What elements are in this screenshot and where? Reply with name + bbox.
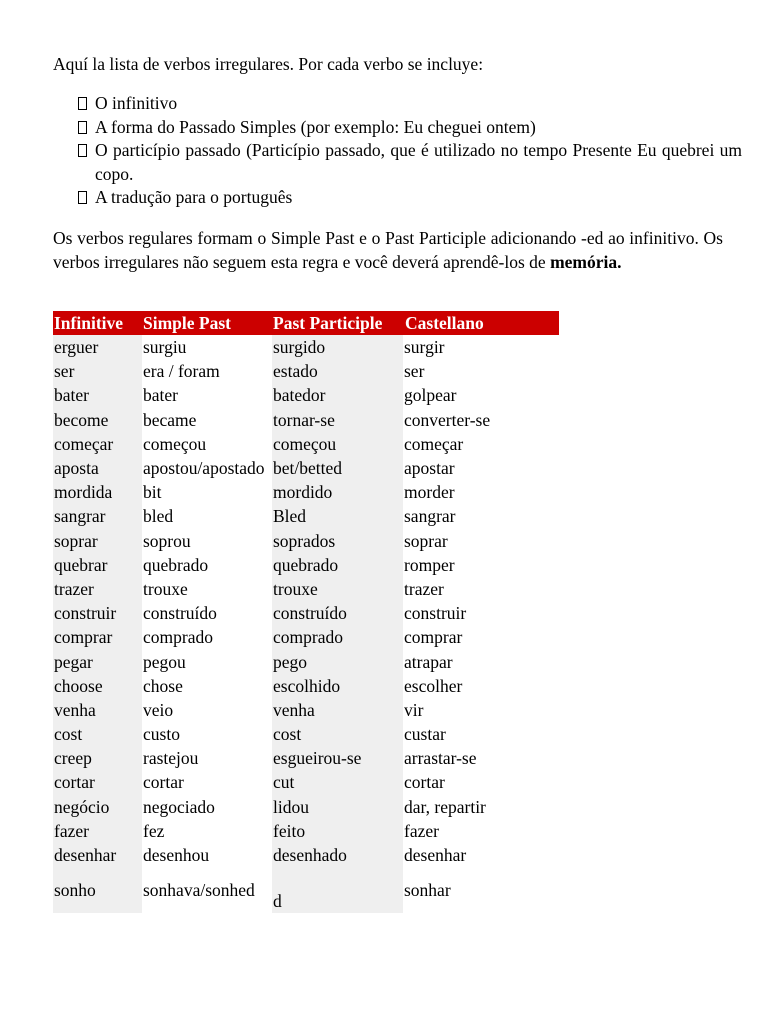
cell-past-participle: pego	[272, 649, 403, 673]
verb-table	[53, 311, 559, 913]
cell-castellano: converter-se	[403, 408, 559, 432]
cell-castellano: morder	[403, 480, 559, 504]
cell-castellano: fazer	[403, 819, 559, 843]
cell-infinitive: comprar	[53, 625, 142, 649]
cell-castellano: surgir	[403, 335, 559, 359]
cell-simple-past: chose	[142, 674, 272, 698]
table-row	[53, 674, 559, 698]
cell-past-participle: mordido	[272, 480, 403, 504]
cell-castellano: cortar	[403, 770, 559, 794]
cell-simple-past: comprado	[142, 625, 272, 649]
cell-simple-past: sonhava/sonhed	[142, 867, 272, 913]
cell-castellano: romper	[403, 553, 559, 577]
cell-infinitive: negócio	[53, 795, 142, 819]
cell-past-participle: surgido	[272, 335, 403, 359]
table-row	[53, 770, 559, 794]
bullet-text: A tradução para o português	[95, 187, 293, 207]
cell-past-participle: comprado	[272, 625, 403, 649]
table-row	[53, 529, 559, 553]
table-row	[53, 456, 559, 480]
cell-simple-past: rastejou	[142, 746, 272, 770]
cell-infinitive: cortar	[53, 770, 142, 794]
cell-simple-past: trouxe	[142, 577, 272, 601]
table-row	[53, 408, 559, 432]
cell-infinitive: construir	[53, 601, 142, 625]
cell-castellano: soprar	[403, 529, 559, 553]
cell-infinitive: soprar	[53, 529, 142, 553]
table-row	[53, 359, 559, 383]
table-row	[53, 335, 559, 359]
bullet-text: A forma do Passado Simples (por exemplo: Eu cheguei ontem)	[95, 116, 536, 137]
table-row	[53, 625, 559, 649]
cell-past-participle: batedor	[272, 383, 403, 407]
table-row	[53, 432, 559, 456]
cell-simple-past: negociado	[142, 795, 272, 819]
bullet-box-icon	[78, 144, 87, 157]
explanation-text: Os verbos regulares formam o Simple Past e o Past Participle adicionando -ed ao infinitivo. Os verbos irregulares não seguem esta regra e você deverá aprendê-los de	[53, 228, 723, 272]
cell-simple-past: surgiu	[142, 335, 272, 359]
cell-simple-past: cortar	[142, 770, 272, 794]
cell-infinitive: choose	[53, 674, 142, 698]
bullet-box-icon	[78, 191, 87, 204]
cell-infinitive: cost	[53, 722, 142, 746]
cell-castellano: escolher	[403, 674, 559, 698]
table-header-row	[53, 311, 559, 335]
table-row	[53, 746, 559, 770]
cell-past-participle: começou	[272, 432, 403, 456]
cell-simple-past: bater	[142, 383, 272, 407]
cell-past-participle: Bled	[272, 504, 403, 528]
cell-infinitive: pegar	[53, 649, 142, 673]
cell-infinitive: fazer	[53, 819, 142, 843]
bullet-box-icon	[78, 97, 87, 110]
table-row	[53, 577, 559, 601]
cell-castellano: apostar	[403, 456, 559, 480]
cell-castellano: arrastar-se	[403, 746, 559, 770]
cell-infinitive: desenhar	[53, 843, 142, 867]
cell-infinitive: venha	[53, 698, 142, 722]
cell-infinitive: sangrar	[53, 504, 142, 528]
cell-infinitive: aposta	[53, 456, 142, 480]
bullet-item	[78, 92, 742, 116]
cell-simple-past: bled	[142, 504, 272, 528]
cell-simple-past: custo	[142, 722, 272, 746]
cell-past-participle: estado	[272, 359, 403, 383]
bullet-list	[78, 92, 742, 210]
cell-past-participle: desenhado	[272, 843, 403, 867]
cell-simple-past: became	[142, 408, 272, 432]
cell-infinitive: quebrar	[53, 553, 142, 577]
cell-castellano: sangrar	[403, 504, 559, 528]
header-castellano: Castellano	[403, 311, 559, 335]
cell-past-participle: quebrado	[272, 553, 403, 577]
cell-simple-past: desenhou	[142, 843, 272, 867]
cell-past-participle: venha	[272, 698, 403, 722]
bullet-item	[78, 186, 742, 210]
cell-infinitive: bater	[53, 383, 142, 407]
bullet-text: O particípio passado (Particípio passado, que é utilizado no tempo Presente Eu quebrei um copo.	[95, 140, 742, 184]
cell-simple-past: apostou/apostado	[142, 456, 272, 480]
bullet-text: O infinitivo	[95, 93, 178, 113]
cell-past-participle: lidou	[272, 795, 403, 819]
explanation-bold: memória.	[550, 252, 622, 272]
cell-past-participle: feito	[272, 819, 403, 843]
cell-infinitive: começar	[53, 432, 142, 456]
cell-infinitive: erguer	[53, 335, 142, 359]
cell-castellano: vir	[403, 698, 559, 722]
cell-infinitive: sonho	[53, 867, 142, 913]
explanation-paragraph	[53, 226, 723, 274]
intro-text: Aquí la lista de verbos irregulares. Por cada verbo se incluye:	[53, 54, 484, 74]
table-row	[53, 867, 559, 913]
cell-simple-past: quebrado	[142, 553, 272, 577]
cell-infinitive: ser	[53, 359, 142, 383]
cell-past-participle: escolhido	[272, 674, 403, 698]
cell-past-participle: construído	[272, 601, 403, 625]
cell-simple-past: veio	[142, 698, 272, 722]
cell-infinitive: mordida	[53, 480, 142, 504]
cell-castellano: golpear	[403, 383, 559, 407]
cell-infinitive: creep	[53, 746, 142, 770]
cell-castellano: trazer	[403, 577, 559, 601]
cell-simple-past: era / foram	[142, 359, 272, 383]
table-row	[53, 480, 559, 504]
table-row	[53, 504, 559, 528]
cell-simple-past: bit	[142, 480, 272, 504]
cell-past-participle: cost	[272, 722, 403, 746]
table-body	[53, 335, 559, 913]
header-simple-past: Simple Past	[142, 311, 272, 335]
cell-infinitive: become	[53, 408, 142, 432]
cell-past-participle: d	[272, 867, 403, 913]
cell-past-participle: tornar-se	[272, 408, 403, 432]
cell-simple-past: pegou	[142, 649, 272, 673]
cell-castellano: comprar	[403, 625, 559, 649]
table-row	[53, 601, 559, 625]
cell-past-participle: trouxe	[272, 577, 403, 601]
cell-past-participle: cut	[272, 770, 403, 794]
cell-castellano: começar	[403, 432, 559, 456]
cell-simple-past: soprou	[142, 529, 272, 553]
table-row	[53, 553, 559, 577]
cell-infinitive: trazer	[53, 577, 142, 601]
bullet-box-icon	[78, 121, 87, 134]
cell-castellano: ser	[403, 359, 559, 383]
cell-castellano: desenhar	[403, 843, 559, 867]
header-infinitive: Infinitive	[53, 311, 142, 335]
header-past-participle: Past Participle	[272, 311, 403, 335]
cell-simple-past: construído	[142, 601, 272, 625]
cell-castellano: atrapar	[403, 649, 559, 673]
cell-simple-past: começou	[142, 432, 272, 456]
cell-past-participle: esgueirou-se	[272, 746, 403, 770]
bullet-item	[78, 139, 742, 186]
table-row	[53, 843, 559, 867]
table-row	[53, 819, 559, 843]
cell-past-participle: soprados	[272, 529, 403, 553]
cell-simple-past: fez	[142, 819, 272, 843]
table-row	[53, 722, 559, 746]
cell-castellano: construir	[403, 601, 559, 625]
cell-castellano: sonhar	[403, 867, 559, 913]
table-row	[53, 698, 559, 722]
cell-castellano: dar, repartir	[403, 795, 559, 819]
table-row	[53, 795, 559, 819]
cell-past-participle: bet/betted	[272, 456, 403, 480]
bullet-item	[78, 116, 742, 140]
table-row	[53, 383, 559, 407]
cell-castellano: custar	[403, 722, 559, 746]
table-row	[53, 649, 559, 673]
